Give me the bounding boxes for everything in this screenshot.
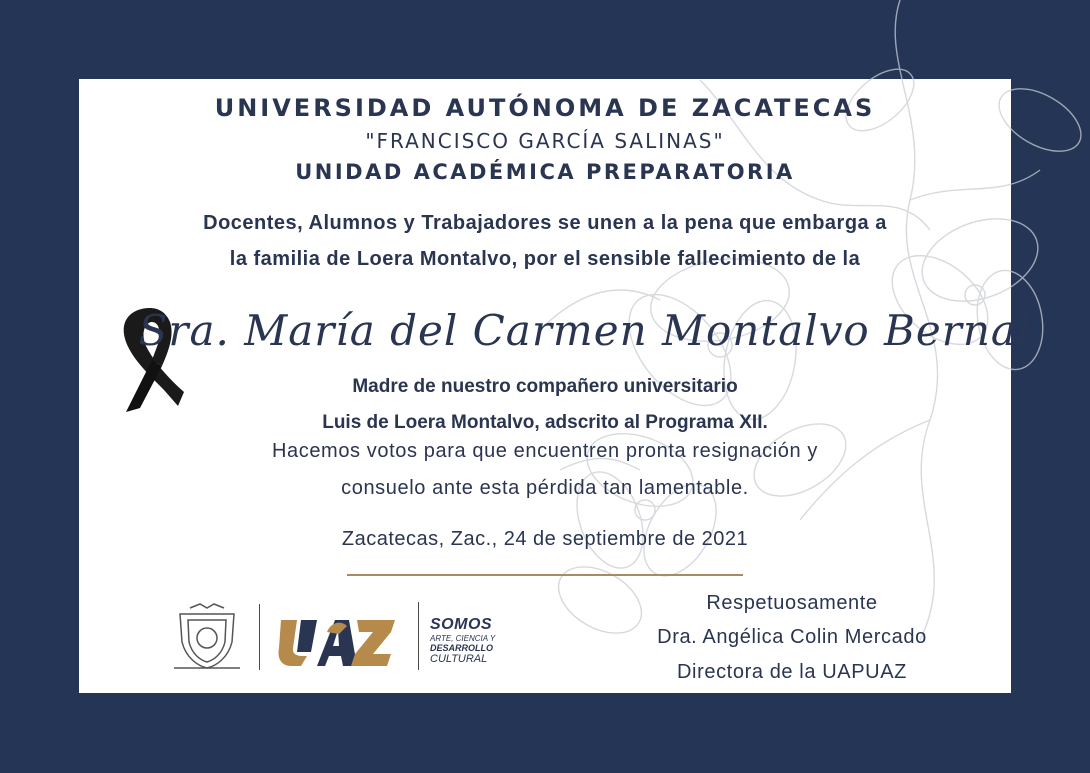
wish-text-line1: Hacemos votos para que encuentren pronta resignación y [271, 440, 819, 462]
relation-text-line1: Madre de nuestro compañero universitario [352, 376, 738, 397]
academic-unit: UNIDAD ACADÉMICA PREPARATORIA [295, 160, 795, 184]
somos-line3: DESARROLLO [430, 643, 493, 653]
gold-divider [347, 574, 743, 576]
signature-title: Directora de la UAPUAZ [677, 661, 907, 683]
uaz-logo-icon [277, 612, 397, 668]
somos-title: SOMOS [430, 616, 493, 633]
logo-divider [259, 604, 260, 670]
deceased-name: Sra. María del Carmen Montalvo Bernal [138, 306, 1032, 355]
university-seal-icon [170, 602, 244, 672]
signature-closing: Respetuosamente [706, 592, 878, 614]
logo-divider-2 [418, 602, 419, 670]
somos-logo [430, 616, 495, 665]
condolence-text-line2: la familia de Loera Montalvo, por el sensible fallecimiento de la [229, 248, 861, 270]
condolence-text-line1: Docentes, Alumnos y Trabajadores se unen a la pena que embarga a [203, 212, 887, 234]
wish-text-line2: consuelo ante esta pérdida tan lamentable. [341, 477, 749, 499]
somos-line2: ARTE, CIENCIA Y [430, 634, 496, 643]
relation-text-line2: Luis de Loera Montalvo, adscrito al Programa XII. [322, 412, 768, 433]
somos-line4: CULTURAL [430, 653, 488, 665]
place-date: Zacatecas, Zac., 24 de septiembre de 2021 [341, 528, 749, 550]
university-subtitle: "FRANCISCO GARCÍA SALINAS" [365, 129, 725, 153]
signature-name: Dra. Angélica Colin Mercado [657, 626, 927, 648]
university-name: UNIVERSIDAD AUTÓNOMA DE ZACATECAS [214, 94, 876, 122]
